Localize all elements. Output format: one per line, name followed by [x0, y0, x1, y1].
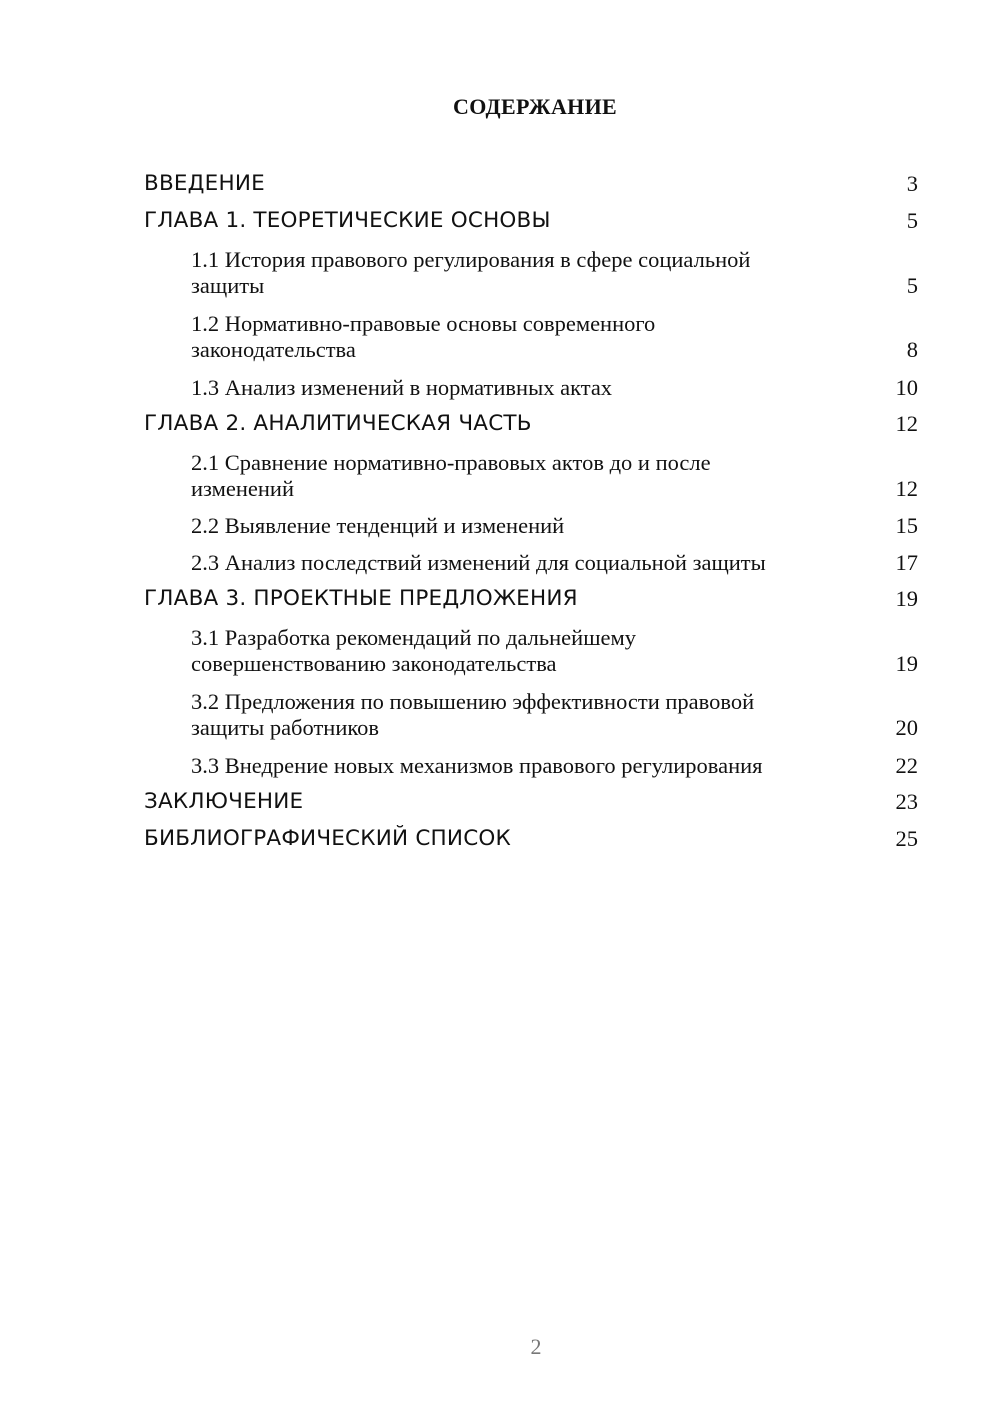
toc-entry-section-1-3[interactable]: 1.3 Анализ изменений в нормативных актах — [191, 375, 613, 400]
toc-page-number: 25 — [895, 826, 918, 851]
toc-page-number: 10 — [895, 375, 918, 400]
toc-entry-section-2-1-cont[interactable]: изменений — [191, 476, 294, 501]
toc-page-number: 19 — [895, 586, 918, 611]
toc-entry-chapter-2[interactable]: ГЛАВА 2. АНАЛИТИЧЕСКАЯ ЧАСТЬ — [144, 411, 532, 436]
toc-page-number: 12 — [895, 411, 918, 436]
toc-entry-section-2-2[interactable]: 2.2 Выявление тенденций и изменений — [191, 513, 565, 538]
toc-entry-chapter-1[interactable]: ГЛАВА 1. ТЕОРЕТИЧЕСКИЕ ОСНОВЫ — [144, 208, 551, 233]
toc-entry-conclusion[interactable]: ЗАКЛЮЧЕНИЕ — [144, 789, 304, 814]
page-number: 2 — [530, 1334, 542, 1359]
toc-entry-introduction[interactable]: ВВЕДЕНИЕ — [144, 171, 265, 196]
toc-entry-section-1-2-cont[interactable]: законодательства — [191, 337, 356, 362]
toc-page-number: 22 — [895, 753, 918, 778]
toc-entry-section-3-3[interactable]: 3.3 Внедрение новых механизмов правового регулирования — [191, 753, 763, 778]
toc-entry-section-1-2[interactable]: 1.2 Нормативно-правовые основы современного — [191, 311, 656, 336]
toc-entry-chapter-3[interactable]: ГЛАВА 3. ПРОЕКТНЫЕ ПРЕДЛОЖЕНИЯ — [144, 586, 578, 611]
toc-page-number: 5 — [906, 208, 918, 233]
toc-page-number: 19 — [895, 651, 918, 676]
toc-entry-section-3-1[interactable]: 3.1 Разработка рекомендаций по дальнейшему — [191, 625, 637, 650]
toc-page-number: 17 — [895, 550, 918, 575]
toc-entry-section-3-2[interactable]: 3.2 Предложения по повышению эффективности правовой — [191, 689, 755, 714]
toc-page-number: 3 — [906, 171, 918, 196]
toc-page-number: 12 — [895, 476, 918, 501]
toc-page-number: 5 — [906, 273, 918, 298]
toc-page-number: 20 — [895, 715, 918, 740]
toc-page-number: 8 — [906, 337, 918, 362]
toc-entry-section-1-1-cont[interactable]: защиты — [191, 273, 265, 298]
toc-page-number: 15 — [895, 513, 918, 538]
page-title: СОДЕРЖАНИЕ — [453, 94, 617, 119]
toc-entry-section-2-1[interactable]: 2.1 Сравнение нормативно-правовых актов до и после — [191, 450, 711, 475]
toc-entry-section-3-1-cont[interactable]: совершенствованию законодательства — [191, 651, 557, 676]
toc-entry-section-1-1[interactable]: 1.1 История правового регулирования в сфере социальной — [191, 247, 751, 272]
toc-entry-section-2-3[interactable]: 2.3 Анализ последствий изменений для социальной защиты — [191, 550, 766, 575]
toc-entry-section-3-2-cont[interactable]: защиты работников — [191, 715, 380, 740]
toc-entry-bibliography[interactable]: БИБЛИОГРАФИЧЕСКИЙ СПИСОК — [144, 826, 511, 851]
toc-page-number: 23 — [895, 789, 918, 814]
